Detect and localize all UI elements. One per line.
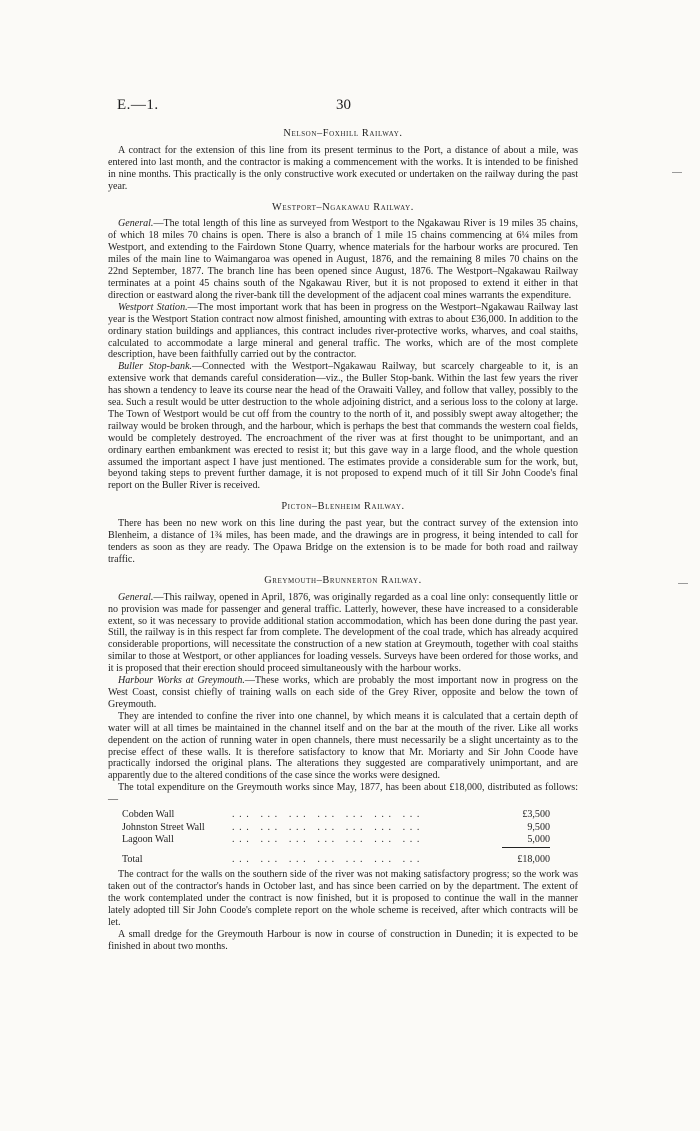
section-title-westport: Westport–Ngakawau Railway. [272, 201, 414, 213]
document-body [108, 128, 578, 953]
report-reference: E.—1. [117, 97, 159, 113]
westport-general-paragraph [108, 218, 578, 301]
buller-stopbank-paragraph [108, 361, 578, 492]
paragraph-text: —These works, which are probably the most important now in progress on the West Coast, consist chiefly of training walls on each side of the Grey River, opposite and below the town of Greymouth. [108, 675, 578, 710]
paragraph-text: —This railway, opened in April, 1876, was originally regarded as a coal line only: consequently little or no provision was made for passenger and general traffic. Latterly, however, these have increased to a considerable extent, so it was necessary to provide additional station accommodation, which has been done during the past year. Still, the railway is in this respect far from complete. The development of the coal trade, which has already acquired considerable proportions, will necessitate the construction of a new station at Greymouth, together with coal staiths similar to those at Westport, or other appliances for loading vessels. Surveys have been ordered for those works, and it is proposed that their erection should proceed simultaneously with the harbour works. [108, 591, 578, 675]
section-title-greymouth: Greymouth–Brunnerton Railway. [264, 574, 422, 586]
leader-dots: ... ... ... ... ... ... ... [232, 809, 425, 821]
table-row [122, 809, 550, 822]
total-label: Total [122, 853, 143, 865]
leader-dots: ... ... ... ... ... ... ... [232, 853, 425, 865]
paragraph-text: —The total length of this line as surveyed from Westport to the Ngakawau River is 19 miles 35 chains, of which 18 miles 70 chains is open. There is also a branch of 1 mile 15 chains commencing at 6¼ miles from Westport, and extending to the Fairdown Stone Quarry, whence materials for the harbour works are procured. Ten miles of the main line to Waimangaroa was opened in August, 1876, and the remaining 8 miles 70 chains on the 22nd September, 1877. The branch line has been opened since August, 1876. The Westport–Ngakawau Railway terminates at a point 45 chains south of the Ngakawau River, but it is not proposed to extend it either in that direction or eastward along the river-bank till the development of the adjacent coal mines warrants the expenditure. [108, 218, 578, 301]
subheading-buller-stopbank: Buller Stop-bank. [118, 361, 193, 373]
picton-paragraph: There has been no new work on this line during the past year, but the contract survey of the extension into Blenheim, a distance of 1¾ miles, has been made, and the drawings are in progress, it being intended to call for tenders as soon as they are ready. The Opawa Bridge on the extension is to be made for both road and railway traffic. [108, 518, 578, 565]
expenditure-amount: £3,500 [522, 809, 550, 821]
margin-mark [672, 172, 682, 173]
dredge-paragraph: A small dredge for the Greymouth Harbour is now in course of construction in Dunedin; it is expected to be finished in about two months. [108, 928, 578, 952]
expenditure-amount: 5,000 [502, 834, 550, 847]
subheading-general: General. [118, 591, 154, 603]
page-number: 30 [336, 97, 351, 113]
section-title-picton: Picton–Blenheim Railway. [281, 501, 405, 513]
harbour-works-paragraph [108, 675, 578, 711]
table-row [122, 822, 550, 835]
expenditure-table [122, 809, 550, 866]
table-row [122, 834, 550, 847]
leader-dots: ... ... ... ... ... ... ... [232, 834, 425, 846]
nelson-paragraph: A contract for the extension of this line from its present terminus to the Port, a distance of about a mile, was entered into last month, and the contractor is making a commencement with the works. It is intended to be finished in nine months. This practically is the only constructive work executed or undertaken on the railway during the past year. [108, 144, 578, 192]
paragraph-text: —The most important work that has been in progress on the Westport–Ngakawau Railway last year is the Westport Station contract now almost finished, amounting with extras to about £36,000. In addition to the ordinary station buildings and appliances, this contract includes river-protective works, wharves, and coal staiths, calculated to accommodate a large mineral and general traffic. The works, which are of the most complete description, have been faithfully carried out by the contractor. [108, 301, 578, 361]
expenditure-amount: 9,500 [527, 821, 550, 833]
greymouth-general-paragraph [108, 592, 578, 675]
paragraph-text: —Connected with the Westport–Ngakawau Railway, but scarcely chargeable to it, is an extensive work that demands careful consideration—viz., the Buller Stop-bank. Within the last few years the river has shown a tendency to leave its course near the head of the Orawaiti Valley, and follow that valley, possibly to the sea. Such a result would be utter destruction to the whole adjoining district, and a serious loss to the colony at large. The Town of Westport would be cut off from the country to the north of it, and possibly swept away altogether; the railway would be broken through, and the harbour, which is perhaps the best that commands the western coal fields, would be completely destroyed. The encroachment of the river was at first thought to be unimportant, and an ordinary earthen embankment was erected to resist it; but this gave way in a large flood, and the whole question assumed the important aspect I have just mentioned. The estimates provide a considerable sum for the work, but, beyond taking steps to prevent further damage, it is not proposed to expend much of it till Sir John Coode's final report on the Buller River is received. [108, 361, 578, 492]
training-walls-paragraph: They are intended to confine the river into one channel, by which means it is calculated that a certain depth of water will at all times be maintained in the channel itself and on the bar at the mouth of the river. Like all works dependent on the action of running water in open channels, there must necessarily be a slight uncertainty as to the precise effect of these walls. It is therefore satisfactory to know that Mr. Moriarty and Sir John Coode have practically indorsed the original plans. The alterations they suggested are comparatively unimportant, and are apparently due to the altered conditions of the case since the works were designed. [108, 710, 578, 782]
table-total-row [122, 847, 550, 866]
margin-mark [678, 583, 688, 584]
subheading-general: General. [118, 218, 154, 230]
subheading-harbour-works: Harbour Works at Greymouth. [118, 675, 245, 687]
contract-paragraph: The contract for the walls on the southern side of the river was not making satisfactory progress; so the work was taken out of the contractor's hands in October last, and has since been carried on by the department. The extent of the work contemplated under the contract is now finished, but it is proposed to continue the wall in the manner lately adopted till Sir John Coode's complete report on the whole scheme is received, after which contracts will be let. [108, 869, 578, 929]
expenditure-label: Johnston Street Wall [122, 821, 205, 833]
section-title-nelson: Nelson–Foxhill Railway. [283, 128, 403, 139]
leader-dots: ... ... ... ... ... ... ... [232, 821, 425, 833]
westport-station-paragraph [108, 302, 578, 362]
expenditure-label: Lagoon Wall [122, 834, 174, 846]
expenditure-label: Cobden Wall [122, 809, 175, 821]
total-amount: £18,000 [517, 853, 550, 865]
expenditure-intro-paragraph: The total expenditure on the Greymouth works since May, 1877, has been about £18,000, distributed as follows:— [108, 782, 578, 806]
subheading-westport-station: Westport Station. [118, 301, 188, 313]
